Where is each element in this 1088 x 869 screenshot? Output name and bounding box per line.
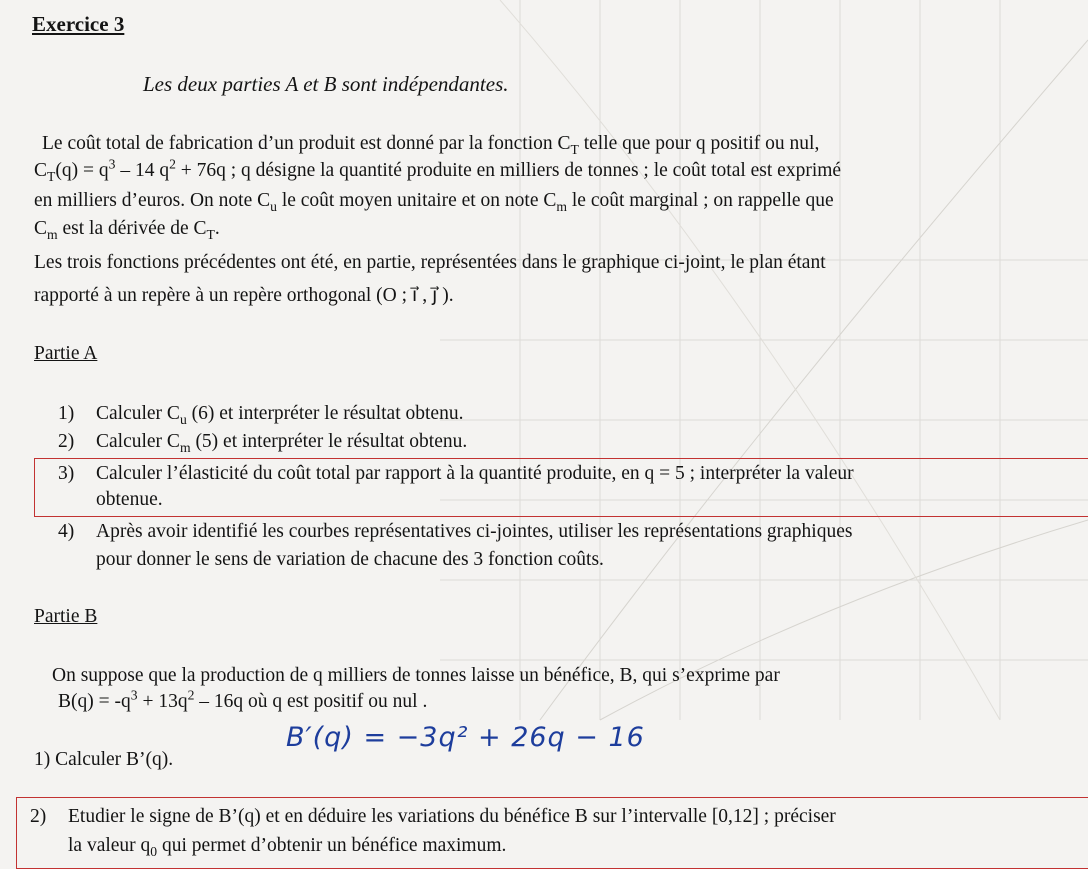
partB-heading: Partie B xyxy=(34,606,98,627)
intro-line-3: en milliers d’euros. On note $C_u$ le coût moyen unitaire et on note $C_m$ le coût marginal ; on rappelle que xyxy=(34,190,834,214)
intro-line-6: rapporté à un repère à un repère orthogonal (O ; i⃗ , j⃗ ). xyxy=(34,285,454,306)
partB-intro-line-1: On suppose que la production de q milliers de tonnes laisse un bénéfice, B, qui s’exprime par xyxy=(52,665,780,686)
handwritten-answer: B′(q) = −3q² + 26q − 16 xyxy=(286,722,645,753)
partA-question-3-cont: obtenue. xyxy=(96,489,163,510)
partB-question-2: 2) Etudier le signe de B’(q) et en déduire les variations du bénéfice B sur l’intervalle [0,12] ; préciser xyxy=(30,806,836,827)
partA-question-2: 2) Calculer $C_m$ (5) et interpréter le résultat obtenu. xyxy=(58,431,468,455)
intro-line-5: Les trois fonctions précédentes ont été, en partie, représentées dans le graphique ci-joint, le plan étant xyxy=(34,252,826,273)
partB-intro-line-2: $B(q) = -q^3 + 13q^2 - 16q$ où q est positif ou nul . xyxy=(58,687,428,712)
partA-question-1: 1) Calculer $C_u$ (6) et interpréter le résultat obtenu. xyxy=(58,403,464,427)
partB-question-2-cont: la valeur $q_0$ qui permet d’obtenir un bénéfice maximum. xyxy=(68,835,507,859)
partA-question-4: 4) Après avoir identifié les courbes représentatives ci-jointes, utiliser les représentations graphiques xyxy=(58,521,853,542)
subtitle: Les deux parties A et B sont indépendantes. xyxy=(143,72,509,96)
intro-line-4: $C_m$ est la dérivée de $C_T$. xyxy=(34,218,220,242)
partA-heading: Partie A xyxy=(34,343,98,364)
exercise-title: Exercice 3 xyxy=(32,12,125,36)
partA-question-3: 3) Calculer l’élasticité du coût total par rapport à la quantité produite, en q = 5 ; interpréter la valeur xyxy=(58,463,854,484)
partB-question-1: 1) Calculer B’(q). xyxy=(34,749,174,770)
intro-line-2: $C_T(q) = q^3 - 14$ $q^2 + 76q$ ; q désigne la quantité produite en milliers de tonnes ; le coût total est exprimé xyxy=(34,156,842,184)
intro-line-1: Le coût total de fabrication d’un produit est donné par la fonction $C_T$ telle que pour q positif ou nul, xyxy=(42,133,820,157)
partA-question-4-cont: pour donner le sens de variation de chacune des 3 fonction coûts. xyxy=(96,549,604,570)
